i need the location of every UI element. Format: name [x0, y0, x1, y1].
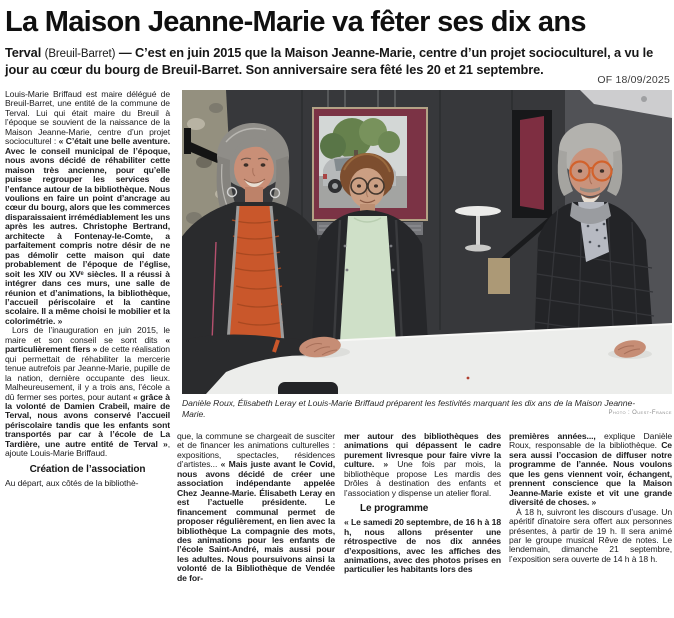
quote-text: « particulièrement fiers » [5, 334, 170, 355]
lede-separator: — [118, 45, 132, 60]
body-text: Lors de l’inauguration en juin 2015, le maire et son conseil se sont dits [5, 325, 170, 345]
paragraph [344, 432, 501, 498]
article-photo [182, 90, 672, 394]
paragraph [509, 432, 672, 508]
lede-text: C’est en juin 2015 que la Maison Jeanne-Marie, centre d’un projet socioculturel, a vu le jour au cœur du bourg de Breuil-Barret. Son anniversaire sera fêté les 20 et 21 septembre. [5, 45, 654, 77]
quote-text: « Le samedi 20 septembre, de 16 h à 18 h, nous allons présenter une rétrospective de nos dix années d’expositions, avec les affiches des animations, avec des photos prises en particulier les habitants lors des [344, 517, 501, 575]
quote-text: « C’était une belle aventure. Avec le conseil municipal de l’époque, nous avons décidé de réhabiliter cette maison très ancienne, pour qu’elle puisse regrouper les services de l’enfance autour de la bibliothèque. Nous voulions en faire un point d’ancrage au cœur du bourg, alors que les commerces disparaissaient irrémédiablement les uns après les autres. Christophe Bertrand, architecte à Fontenay-le-Comte, a parfaitement compris notre désir de ne pas démolir cette maison qui date probablement de l’époque de l’église, soit les XIV ou XVᵉ siècles. Il a réussi à intégrer dans ces murs, une salle de réunion et d’animations, la bibliothèque, l’accueil périscolaire et la cantine scolaire. Il a même choisi le mobilier et la colorimétrie. » [5, 136, 170, 326]
article-lede [5, 45, 669, 77]
article-column-2 [177, 432, 335, 583]
body-text: Louis-Marie Briffaud est maire délégué de Breuil-Barret, une entité de la commune de Terval. Lui qui était maire du Breuil à l’époque se souvient de la naissance de la Maison Jeanne-Marie, centre d’un projet socioculturel : [5, 89, 170, 147]
article-column-4 [509, 432, 672, 564]
date-stamp: OF 18/09/2025 [597, 74, 670, 86]
body-text: de cette réalisation qui permettait de réhabiliter la mercerie tenue autrefois par Jeanne-Marie, pupille de la nation, dernière occupante des lieux. Malheureusement, il y a trois ans, l’école a dû fermer ses portes, pour autant [5, 344, 170, 402]
subhead-creation-association: Création de l’association [29, 463, 146, 475]
photo-box [488, 258, 510, 294]
paragraph [5, 479, 170, 488]
quote-text: Ce sera aussi l’occasion de diffuser notre programme de l’année. Nous voulons que les gens viennent voir, échangent, prennent conscience que la Maison Jeanne-Marie existe et vit une grande diversité de choses. » [509, 440, 672, 508]
paragraph [5, 90, 170, 326]
lede-location-detail: (Breuil-Barret) [44, 48, 116, 60]
body-text: Une fois par mois, la bibliothèque propose Les mardis des Drôles à destination des enfants et l’association y dispense un atelier floral. [344, 459, 501, 498]
body-text: explique Danièle Roux, responsable de la bibliothèque. [509, 431, 672, 451]
paragraph [5, 326, 170, 458]
body-text: que, la commune se chargeait de susciter et de financer les animations culturelles : expositions, spectacles, résidences d’artistes... [177, 431, 335, 470]
photo-tablet [278, 382, 338, 394]
caption-text: Danièle Roux, Élisabeth Leray et Louis-Marie Briffaud préparent les festivités marquant les dix ans de la Maison Jeanne-Marie. [182, 398, 636, 419]
quote-text: « Mais juste avant le Covid, nous avons décidé de créer une association indépendante appelée Chez Jeanne-Marie. Élisabeth Leray en est l’actuelle présidente. Le financement communal permet de proposer régulièrement, en lien avec la bibliothèque La compagnie des mots, des animations pour les enfants de l’école Saint-André, mais aussi pour les adultes. Nous poursuivons ainsi la volonté de la Bibliothèque de Vendée de for- [177, 459, 335, 583]
paragraph [509, 508, 672, 565]
quote-text: premières années..., [509, 431, 605, 441]
article-column-3 [344, 432, 501, 575]
article-headline: La Maison Jeanne-Marie va fêter ses dix ans [5, 6, 586, 38]
photo-caption [182, 398, 672, 420]
photo-credit: Photo : Ouest-France [608, 409, 672, 416]
quote-text: mer autour des bibliothèques des animations qui dépassent le cadre purement livresque pour faire vivre la culture. » [344, 431, 501, 470]
article-figure [182, 90, 672, 420]
article-column-1 [5, 90, 170, 488]
body-text: , ajoute Louis-Marie Briffaud. [5, 438, 170, 459]
quote-text: « grâce à la volonté de Damien Crabeil, maire de Terval, nous avons conservé l’accueil périscolaire tandis que les enfants sont transportés par car à l’école de La Tardière, une autre entité de Terval » [5, 391, 170, 449]
paragraph [344, 518, 501, 575]
subhead-le-programme: Le programme [360, 503, 429, 515]
body-text: Au départ, aux côtés de la bibliothè- [5, 477, 139, 488]
body-text: À 18 h, suivront les discours d’usage. Un apéritif dînatoire sera offert aux personnes présentes, à partir de 19 h. Il sera animé par le groupe musical Rêve de notes. Le lendemain, dimanche 21 septembre, l’exposition sera ouverte de 14 h à 18 h. [509, 506, 672, 564]
paragraph [177, 432, 335, 583]
lede-location: Terval [5, 45, 42, 60]
